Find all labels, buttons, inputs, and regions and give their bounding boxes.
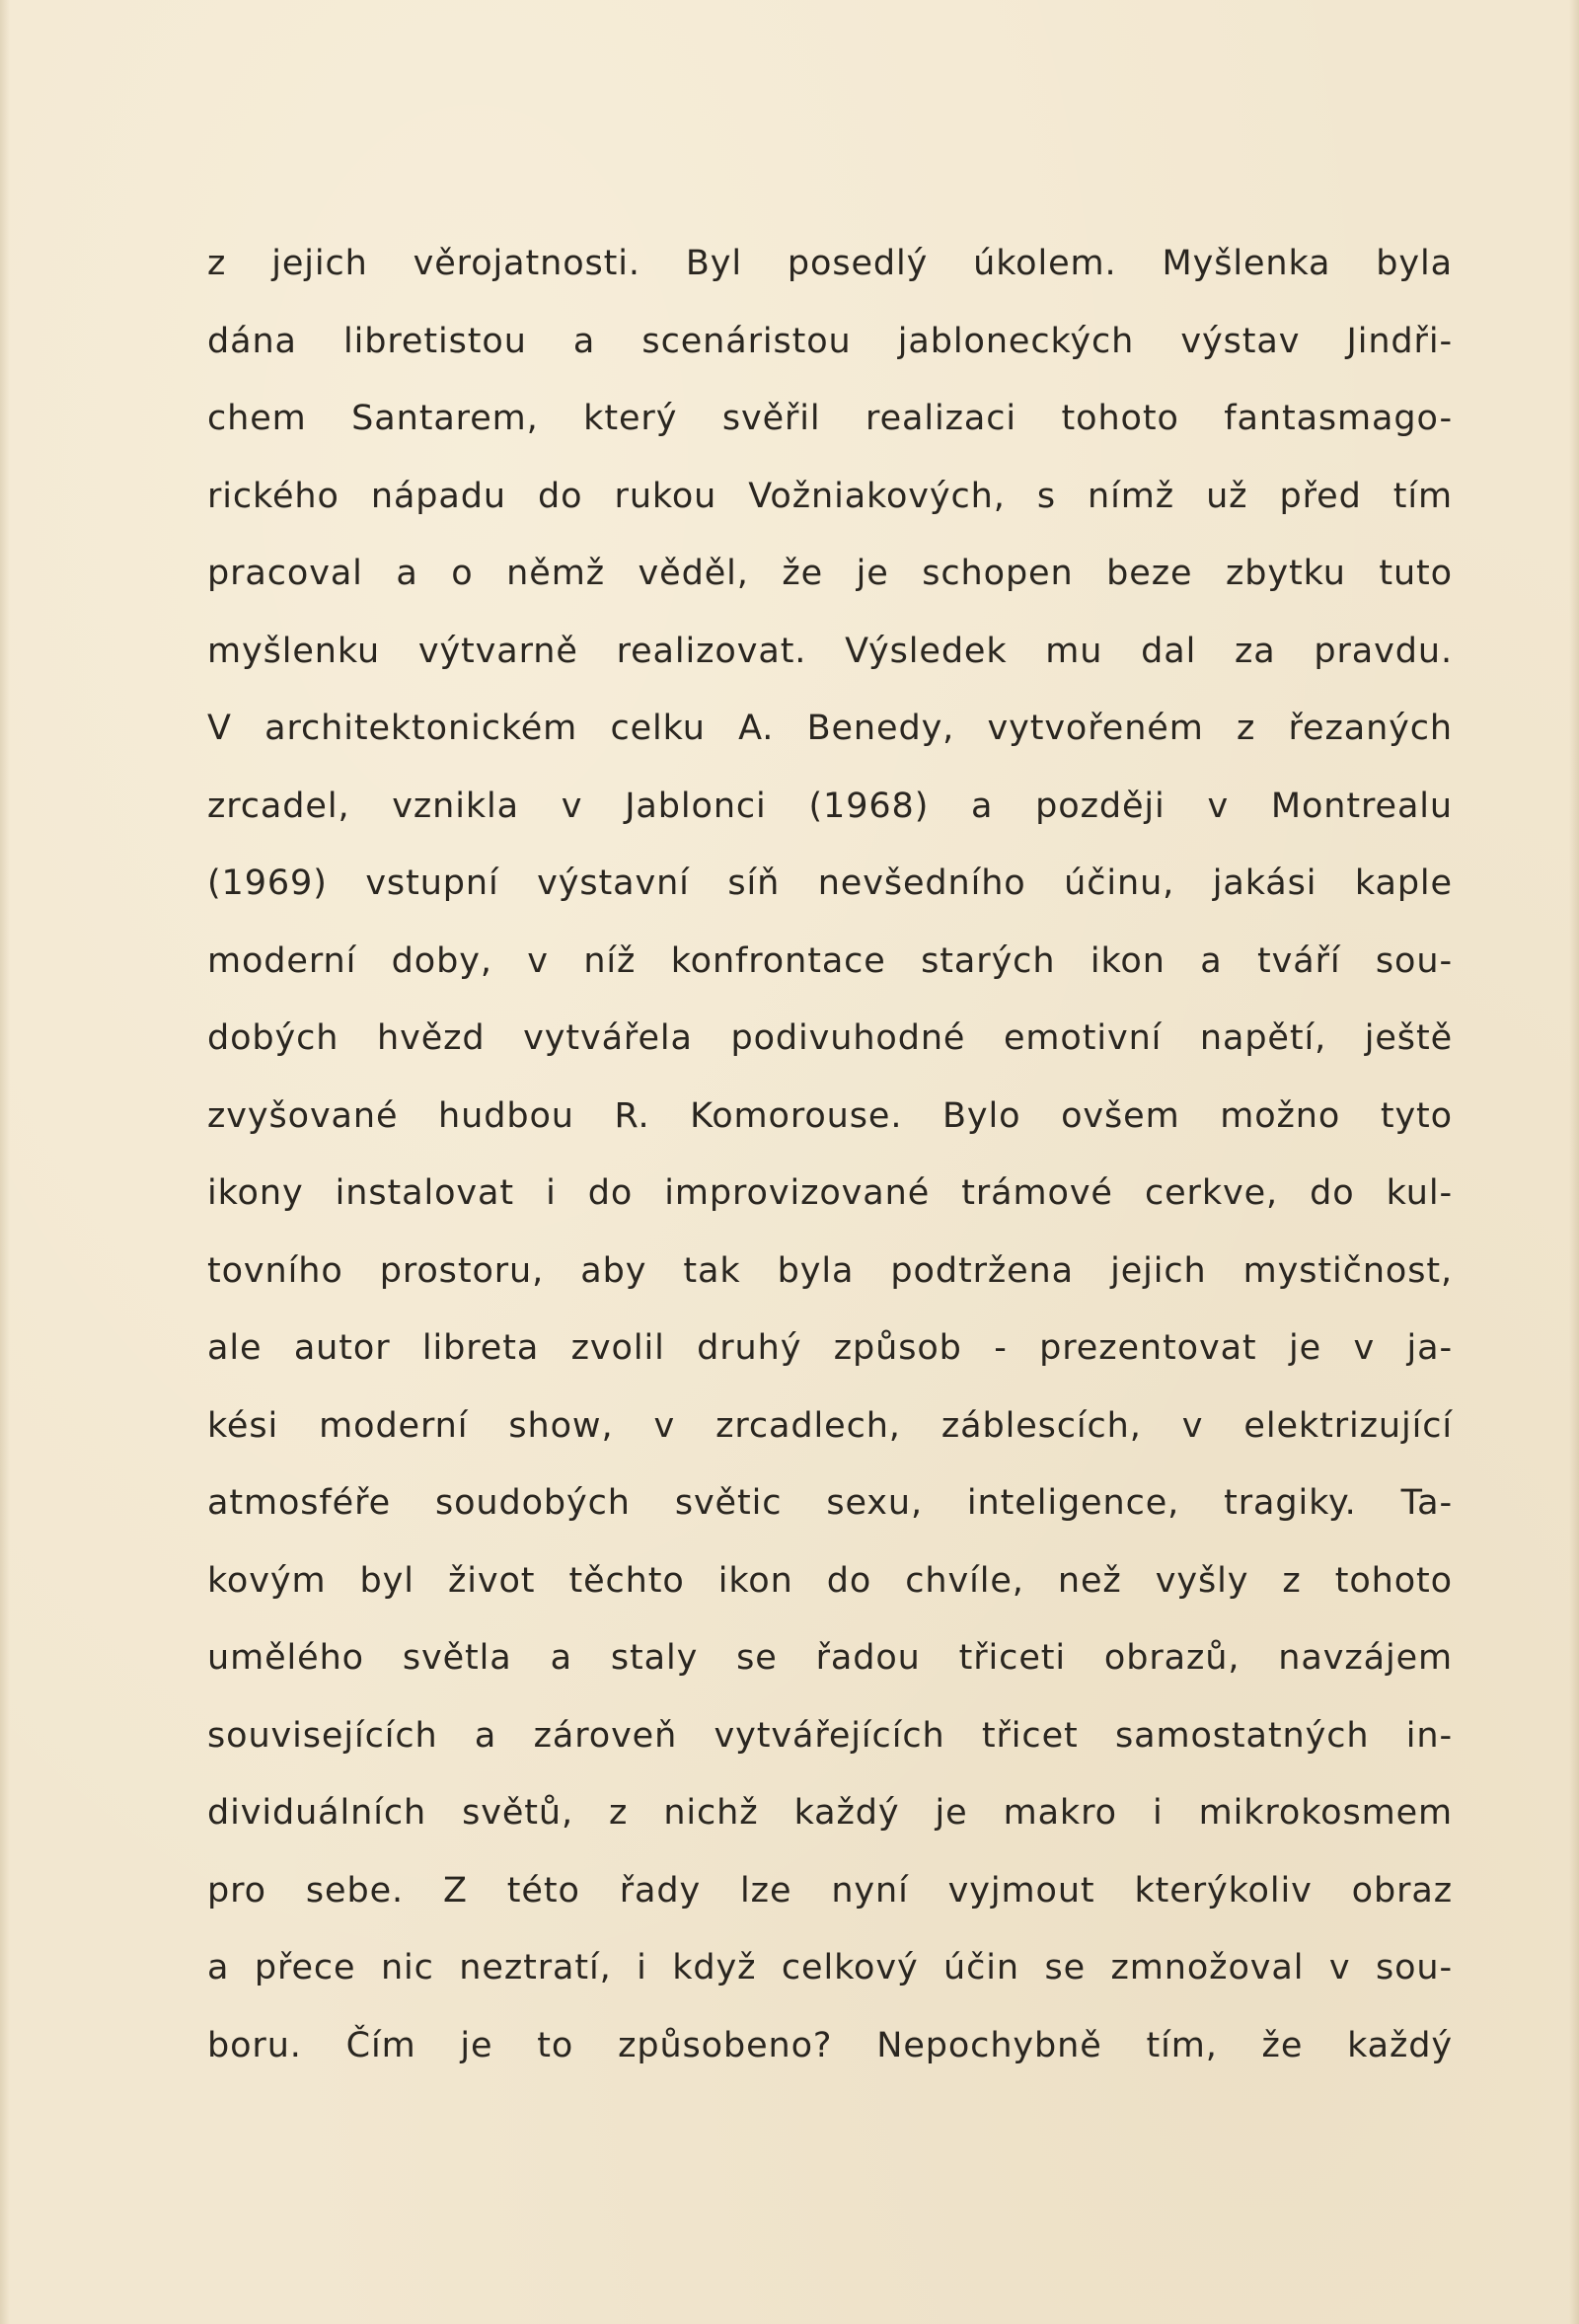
text-line-1: z jejich věrojatnosti. Byl posedlý úkolem. Myšlenka byla <box>207 244 1453 283</box>
text-line-12: zvyšované hudbou R. Komorouse. Bylo ovšem možno tyto <box>207 1095 1453 1136</box>
text-line-21: dividuálních světů, z nichž každý je makro i mikrokosmem <box>207 1793 1453 1833</box>
text-line-10: moderní doby, v níž konfrontace starých ikon a tváří sou- <box>207 940 1453 981</box>
text-line-3: chem Santarem, který svěřil realizaci tohoto fantasmago- <box>207 399 1453 438</box>
text-line-15: ale autor libreta zvolil druhý způsob - prezentovat je v ja- <box>207 1328 1453 1368</box>
text-line-19: umělého světla a staly se řadou třiceti obrazů, navzájem <box>207 1638 1453 1678</box>
text-line-16: kési moderní show, v zrcadlech, záblescích, v elektrizující <box>207 1405 1453 1446</box>
text-line-11: dobých hvězd vytvářela podivuhodné emotivní napětí, ještě <box>207 1018 1453 1058</box>
text-line-17: atmosféře soudobých světic sexu, inteligence, tragiky. Ta- <box>207 1483 1453 1523</box>
page-edge-shadow-left <box>0 0 10 2324</box>
body-text <box>207 225 1453 2084</box>
text-line-2: dána libretistou a scenáristou jabloneckých výstav Jindři- <box>207 321 1453 361</box>
text-line-14: tovního prostoru, aby tak byla podtržena jejich mystičnost, <box>207 1250 1453 1291</box>
text-line-13: ikony instalovat i do improvizované trámové cerkve, do kul- <box>207 1173 1453 1213</box>
text-line-5: pracoval a o němž věděl, že je schopen beze zbytku tuto <box>207 554 1453 593</box>
text-line-7: V architektonickém celku A. Benedy, vytvořeném z řezaných <box>207 709 1453 748</box>
text-line-9: (1969) vstupní výstavní síň nevšedního účinu, jakási kaple <box>207 863 1453 903</box>
page-edge-shadow-right <box>1569 0 1579 2324</box>
text-line-22: pro sebe. Z této řady lze nyní vyjmout kterýkoliv obraz <box>207 1870 1453 1911</box>
text-line-4: rického nápadu do rukou Vožniakových, s nímž už před tím <box>207 476 1453 516</box>
text-line-24: boru. Čím je to způsobeno? Nepochybně tím, že každý <box>207 2025 1453 2065</box>
text-line-20: souvisejících a zároveň vytvářejících třicet samostatných in- <box>207 1715 1453 1756</box>
text-line-6: myšlenku výtvarně realizovat. Výsledek mu dal za pravdu. <box>207 631 1453 671</box>
text-line-8: zrcadel, vznikla v Jablonci (1968) a později v Montrealu <box>207 786 1453 826</box>
text-line-23: a přece nic neztratí, i když celkový účin se zmnožoval v sou- <box>207 1948 1453 1987</box>
text-line-18: kovým byl život těchto ikon do chvíle, než vyšly z tohoto <box>207 1560 1453 1601</box>
